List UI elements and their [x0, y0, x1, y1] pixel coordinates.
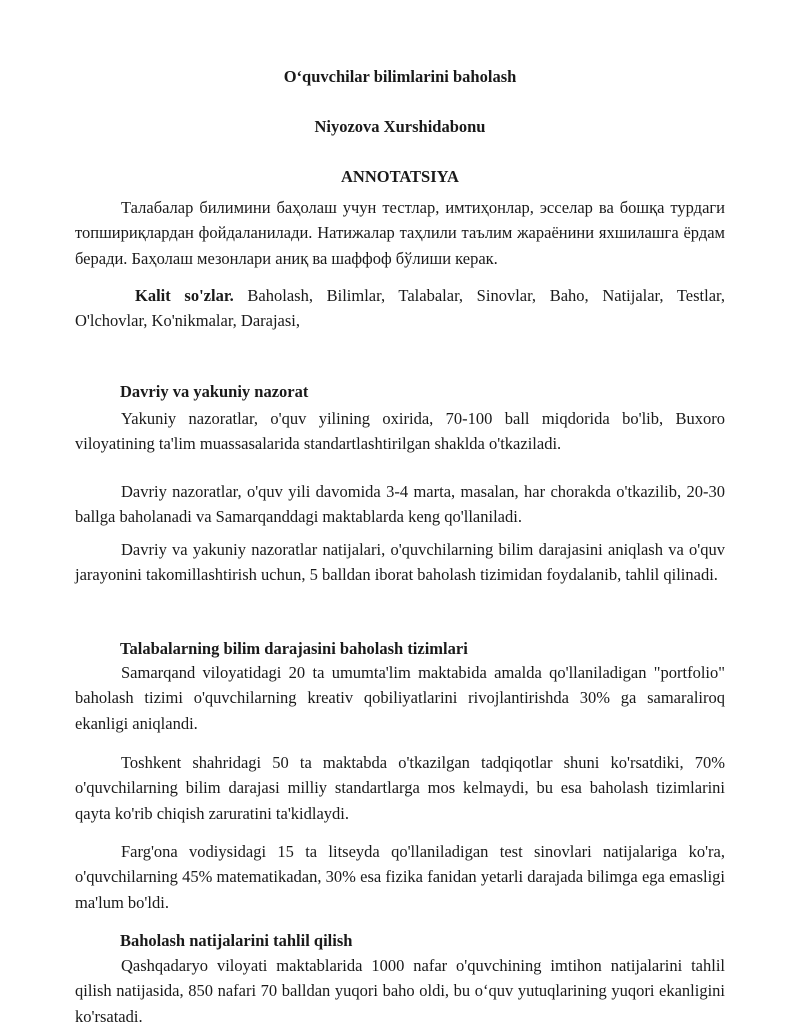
keywords-label: Kalit so'zlar.	[135, 285, 234, 305]
annotation-paragraph: Талабалар билимини баҳолаш учун тестлар, имтиҳонлар, эсселар ва бошқа турдаги топшириқлардан фойдаланилади. Натижалар таҳлили таълим жараёнини яхшилашга ёрдам беради. Баҳолаш мезонлари аниқ ва шаффоф бўлиши керак.	[75, 197, 725, 268]
section1-paragraph-1: Yakuniy nazoratlar, o'quv yilining oxirida, 70-100 ball miqdorida bo'lib, Buxoro viloyatining ta'lim muassasalarida standartlashtirilgan shaklda o'tkaziladi.	[75, 408, 725, 453]
section2-paragraph-3: Farg'ona vodiysidagi 15 ta litseyda qo'llaniladigan test sinovlari natijalariga ko'ra, o'quvchilarning 45% matematikadan, 30% esa fizika fanidan yetarli darajada bilimga ega emasligi ma'lum bo'ldi.	[75, 841, 725, 912]
section-heading-results-analysis: Baholash natijalarini tahlil qilish	[120, 931, 353, 950]
document-title: O‘quvchilar bilimlarini baholash	[283, 67, 517, 86]
section-heading-periodic-final: Davriy va yakuniy nazorat	[120, 382, 309, 401]
keywords-text: Baholash, Bilimlar, Talabalar, Sinovlar, Baho, Natijalar, Testlar, O'lchovlar, Ko'nikmalar, Darajasi,	[75, 285, 725, 330]
keywords-paragraph	[75, 283, 725, 334]
author-name: Niyozova Xurshidabonu	[314, 117, 486, 136]
section1-paragraph-3: Davriy va yakuniy nazoratlar natijalari, o'quvchilarning bilim darajasini aniqlash va o'quv jarayonini takomillashtirish uchun, 5 balldan iborat baholash tizimidan foydalanib, tahlil qilinadi.	[75, 539, 725, 584]
section-heading-assessment-systems: Talabalarning bilim darajasini baholash tizimlari	[120, 639, 468, 658]
annotation-heading: ANNOTATSIYA	[341, 167, 459, 186]
section3-paragraph-1: Qashqadaryo viloyati maktablarida 1000 nafar o'quvchining imtihon natijalarini tahlil qilish natijasida, 850 nafari 70 balldan yuqori baho oldi, bu o‘quv yutuqlarining yuqori ekanligini ko'rsatadi.	[75, 955, 725, 1026]
section2-paragraph-1: Samarqand viloyatidagi 20 ta umumta'lim maktabida amalda qo'llaniladigan "portfolio" baholash tizimi o'quvchilarning kreativ qobiliyatlarini rivojlantirishda 30% ga samaraliroq ekanligi aniqlandi.	[75, 662, 725, 733]
section1-paragraph-2: Davriy nazoratlar, o'quv yili davomida 3-4 marta, masalan, har chorakda o'tkazilib, 20-30 ballga baholanadi va Samarqanddagi maktablarda keng qo'llaniladi.	[75, 481, 725, 526]
section2-paragraph-2: Toshkent shahridagi 50 ta maktabda o'tkazilgan tadqiqotlar shuni ko'rsatdiki, 70% o'quvchilarning bilim darajasi milliy standartlarga mos kelmaydi, bu esa baholash tizimlarini qayta ko'rib chiqish zaruratini ta'kidlaydi.	[75, 752, 725, 823]
